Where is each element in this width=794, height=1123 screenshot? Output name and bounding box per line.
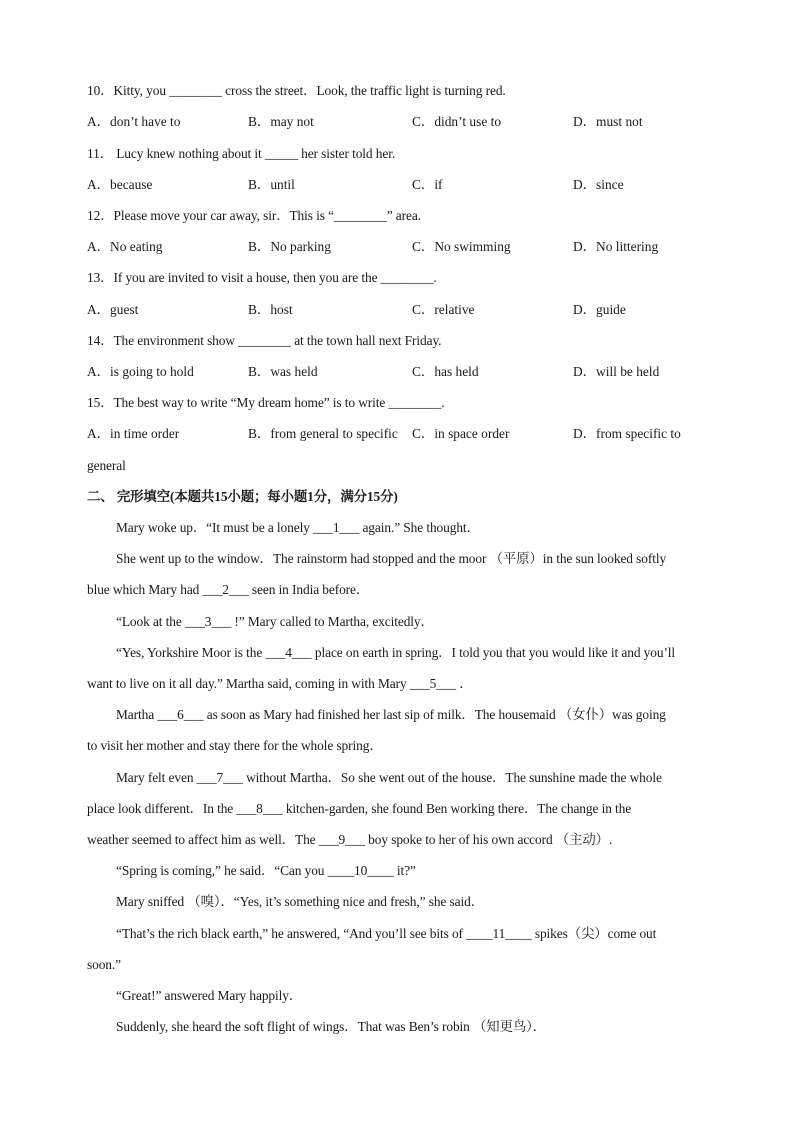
q10-option-c: C．didn’t use to bbox=[412, 114, 502, 129]
q15-option-c: C．in space order bbox=[412, 426, 510, 441]
question-11-stem: 11． Lucy knew nothing about it _____ her sister told her. bbox=[87, 146, 396, 161]
q11-option-c: C．if bbox=[412, 177, 443, 192]
q10-option-a: A．don’t have to bbox=[87, 114, 181, 129]
q15-option-d: D．from specific to bbox=[573, 426, 681, 441]
passage-line: “Great!” answered Mary happily． bbox=[116, 988, 303, 1003]
passage-line: want to live on it all day.” Martha said, coming in with Mary ___5___ ． bbox=[87, 676, 473, 691]
passage-line: “Look at the ___3___ !” Mary called to Martha, excitedly． bbox=[116, 614, 434, 629]
passage-line: Martha ___6___ as soon as Mary had finished her last sip of milk．The housemaid （女仆）was going bbox=[116, 707, 666, 722]
q14-option-b: B．was held bbox=[248, 364, 318, 379]
passage-line: blue which Mary had ___2___ seen in India before． bbox=[87, 582, 370, 597]
q14-option-d: D．will be held bbox=[573, 364, 660, 379]
question-12-stem: 12．Please move your car away, sir．This is “________” area. bbox=[87, 208, 421, 223]
passage-line: to visit her mother and stay there for the whole spring． bbox=[87, 738, 383, 753]
q13-option-c: C．relative bbox=[412, 302, 475, 317]
q12-option-c: C．No swimming bbox=[412, 239, 511, 254]
q15-option-a: A．in time order bbox=[87, 426, 180, 441]
q10-option-d: D．must not bbox=[573, 114, 643, 129]
question-13-stem: 13．If you are invited to visit a house, then you are the ________. bbox=[87, 270, 437, 285]
q12-option-a: A．No eating bbox=[87, 239, 163, 254]
passage-line: place look different．In the ___8___ kitchen-garden, she found Ben working there．The change in the bbox=[87, 801, 632, 816]
passage-line: Suddenly, she heard the soft flight of wings．That was Ben’s robin （知更鸟）． bbox=[116, 1019, 547, 1034]
q12-option-b: B．No parking bbox=[248, 239, 331, 254]
question-10-stem: 10．Kitty, you ________ cross the street．Look, the traffic light is turning red. bbox=[87, 83, 506, 98]
passage-line: Mary woke up．“It must be a lonely ___1___ again.” She thought． bbox=[116, 520, 480, 535]
q10-option-b: B．may not bbox=[248, 114, 314, 129]
passage-line: Mary felt even ___7___ without Martha．So she went out of the house．The sunshine made the whole bbox=[116, 770, 662, 785]
q13-option-a: A．guest bbox=[87, 302, 139, 317]
passage-line: “Spring is coming,” he said．“Can you ____10____ it?” bbox=[116, 863, 416, 878]
question-15-stem: 15．The best way to write “My dream home” is to write ________. bbox=[87, 395, 445, 410]
section-2-heading: 二、 完形填空(本题共15小题；每小题1分，满分15分) bbox=[87, 489, 398, 504]
q11-option-b: B．until bbox=[248, 177, 295, 192]
passage-line: “Yes, Yorkshire Moor is the ___4___ place on earth in spring．I told you that you would like it and you’ll bbox=[116, 645, 676, 660]
q14-option-a: A．is going to hold bbox=[87, 364, 194, 379]
q15-option-b: B．from general to specific bbox=[248, 426, 398, 441]
q14-option-c: C．has held bbox=[412, 364, 479, 379]
q13-option-b: B．host bbox=[248, 302, 293, 317]
question-14-stem: 14．The environment show ________ at the town hall next Friday. bbox=[87, 333, 442, 348]
passage-line: “That’s the rich black earth,” he answered, “And you’ll see bits of ____11____ spikes（尖）come out bbox=[116, 926, 657, 941]
q13-option-d: D．guide bbox=[573, 302, 626, 317]
passage-line: soon.” bbox=[87, 957, 121, 972]
passage-line: She went up to the window．The rainstorm had stopped and the moor （平原）in the sun looked softly bbox=[116, 551, 667, 566]
passage-line: weather seemed to affect him as well．The ___9___ boy spoke to her of his own accord （主动）. bbox=[87, 832, 613, 847]
q11-option-d: D．since bbox=[573, 177, 624, 192]
passage-line: Mary sniffed （嗅）．“Yes, it’s something nice and fresh,” she said． bbox=[116, 894, 484, 909]
q15-option-d-wrap: general bbox=[87, 458, 126, 473]
q11-option-a: A．because bbox=[87, 177, 153, 192]
q12-option-d: D．No littering bbox=[573, 239, 659, 254]
